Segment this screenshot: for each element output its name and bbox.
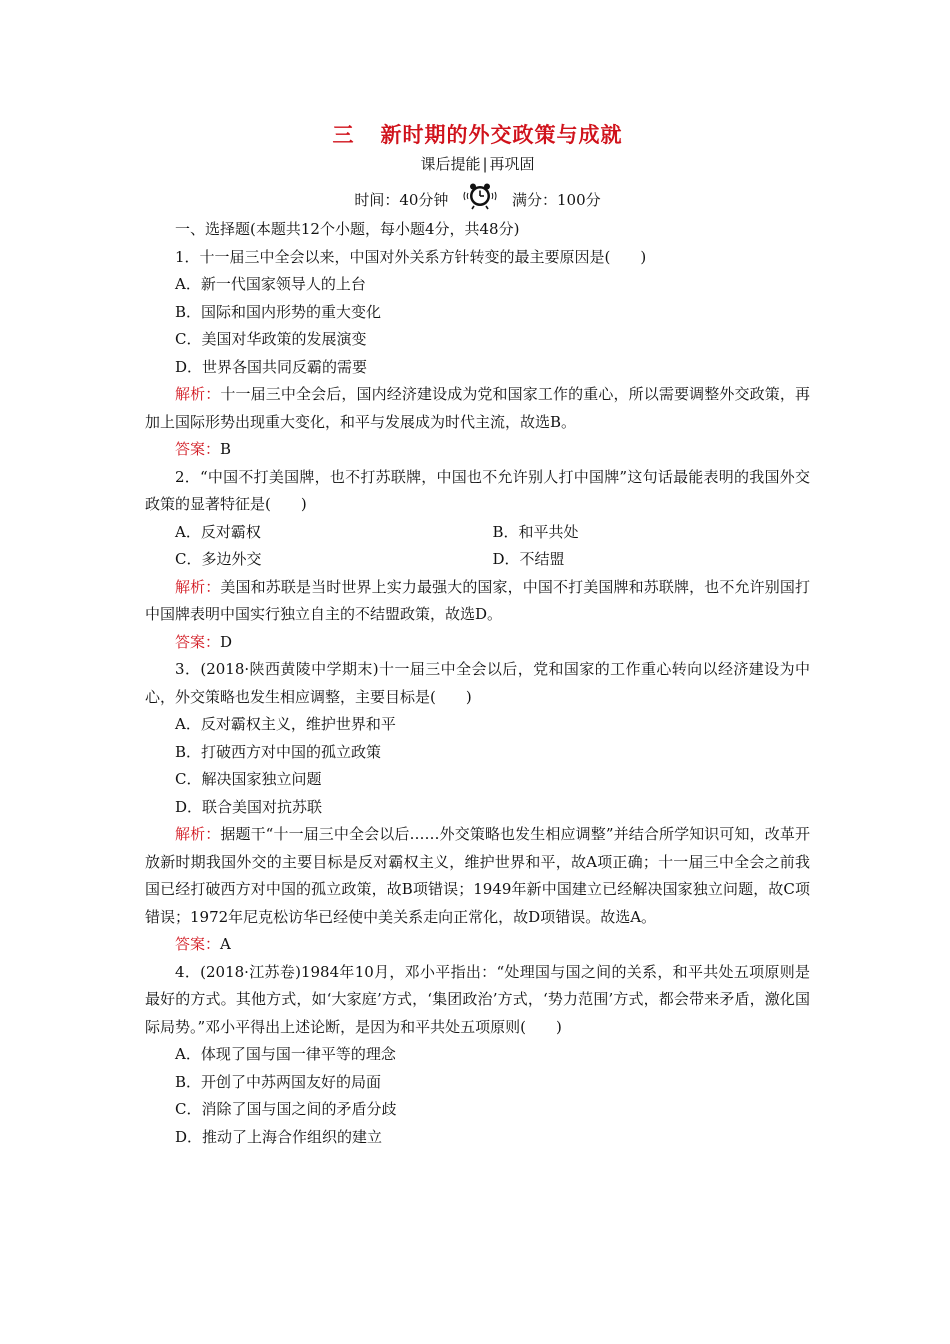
question-3-answer [145, 931, 810, 959]
question-2-option-a: A．反对霸权 [175, 522, 261, 541]
chapter-title: 新时期的外交政策与成就 [380, 122, 623, 147]
answer-label: 答案： [175, 935, 221, 953]
question-2-options-row-2 [145, 546, 810, 574]
question-1-stem: 1．十一届三中全会以来，中国对外关系方针转变的最主要原因是( ) [175, 247, 647, 266]
question-2-answer [145, 629, 810, 657]
question-2-option-c: C．多边外交 [175, 550, 262, 568]
answer-label: 答案： [175, 632, 221, 651]
question-3-option-c: C．解决国家独立问题 [175, 770, 322, 788]
time-limit: 时间：40分钟 [354, 191, 449, 209]
question-3-option-a: A．反对霸权主义，维护世界和平 [175, 715, 396, 733]
answer-value: D [220, 632, 233, 651]
question-1-option-a: A．新一代国家领导人的上台 [175, 275, 366, 293]
analysis-text: 十一届三中全会后，国内经济建设成为党和国家工作的重心，所以需要调整外交政策，再加上国际形势出现重大变化，和平与发展成为时代主流，故选B。 [145, 385, 810, 431]
question-1-option-d: D．世界各国共同反霸的需要 [175, 357, 368, 376]
question-1-analysis [145, 381, 810, 436]
question-1-option-c: C．美国对华政策的发展演变 [175, 330, 367, 348]
question-4-option-b: B．开创了中苏两国友好的局面 [175, 1072, 382, 1091]
page-subtitle [145, 152, 810, 176]
question-3-analysis [145, 821, 810, 931]
question-4-option-a: A．体现了国与国一律平等的理念 [175, 1045, 396, 1063]
page-title [145, 118, 810, 152]
section-heading: 一、选择题(本题共12个小题，每小题4分，共48分) [175, 220, 520, 238]
question-1-option-b: B．国际和国内形势的重大变化 [175, 302, 382, 321]
analysis-label: 解析： [175, 825, 221, 843]
question-4-option-d: D．推动了上海合作组织的建立 [175, 1127, 383, 1146]
question-4-option-c: C．消除了国与国之间的矛盾分歧 [175, 1100, 397, 1118]
question-2-analysis [145, 574, 810, 629]
analysis-text: 美国和苏联是当时世界上实力最强大的国家，中国不打美国牌和苏联牌，也不允许别国打中国牌表明中国实行独立自主的不结盟政策，故选D。 [145, 577, 810, 623]
question-3-option-d: D．联合美国对抗苏联 [175, 797, 323, 816]
analysis-label: 解析： [175, 385, 221, 403]
question-2-option-d: D．不结盟 [492, 550, 565, 568]
question-3-stem: 3．(2018·陕西黄陵中学期末)十一届三中全会以后，党和国家的工作重心转向以经济建设为中心，外交策略也发生相应调整，主要目标是( ) [145, 660, 810, 706]
answer-label: 答案： [175, 440, 221, 458]
chapter-number: 三 [332, 122, 355, 147]
subtitle-separator: | [482, 155, 488, 173]
question-2-option-b: B．和平共处 [492, 522, 579, 541]
full-score: 满分：100分 [512, 191, 601, 209]
answer-value: A [220, 935, 231, 953]
question-1-answer [145, 436, 810, 464]
question-2-options-row-1 [145, 519, 810, 547]
question-3-option-b: B．打破西方对中国的孤立政策 [175, 742, 382, 761]
question-4-stem: 4．(2018·江苏卷)1984年10月，邓小平指出：“处理国与国之间的关系，和平共处五项原则是最好的方式。其他方式，如‘大家庭’方式，‘集团政治’方式，‘势力范围’方式，都会带来矛盾，激化国际局势。”邓小平得出上述论断，是因为和平共处五项原则( ) [145, 962, 810, 1036]
document-page [145, 118, 810, 1151]
analysis-label: 解析： [175, 577, 221, 596]
alarm-clock-icon [461, 180, 499, 210]
time-score-bar [145, 176, 810, 216]
answer-value: B [220, 440, 232, 458]
question-2-stem: 2．“中国不打美国牌，也不打苏联牌，中国也不允许别人打中国牌”这句话最能表明的我国外交政策的显著特征是( ) [145, 467, 810, 513]
analysis-text: 据题干“十一届三中全会以后……外交策略也发生相应调整”并结合所学知识可知，改革开放新时期我国外交的主要目标是反对霸权主义，维护世界和平，故A项正确；十一届三中全会之前我国已经打破西方对中国的孤立政策，故B项错误；1949年新中国建立已经解决国家独立问题，故C项错误；1972年尼克松访华已经使中美关系走向正常化，故D项错误。故选A。 [145, 825, 810, 926]
subtitle-right: 再巩固 [489, 155, 535, 173]
subtitle-left: 课后提能 [420, 155, 481, 173]
